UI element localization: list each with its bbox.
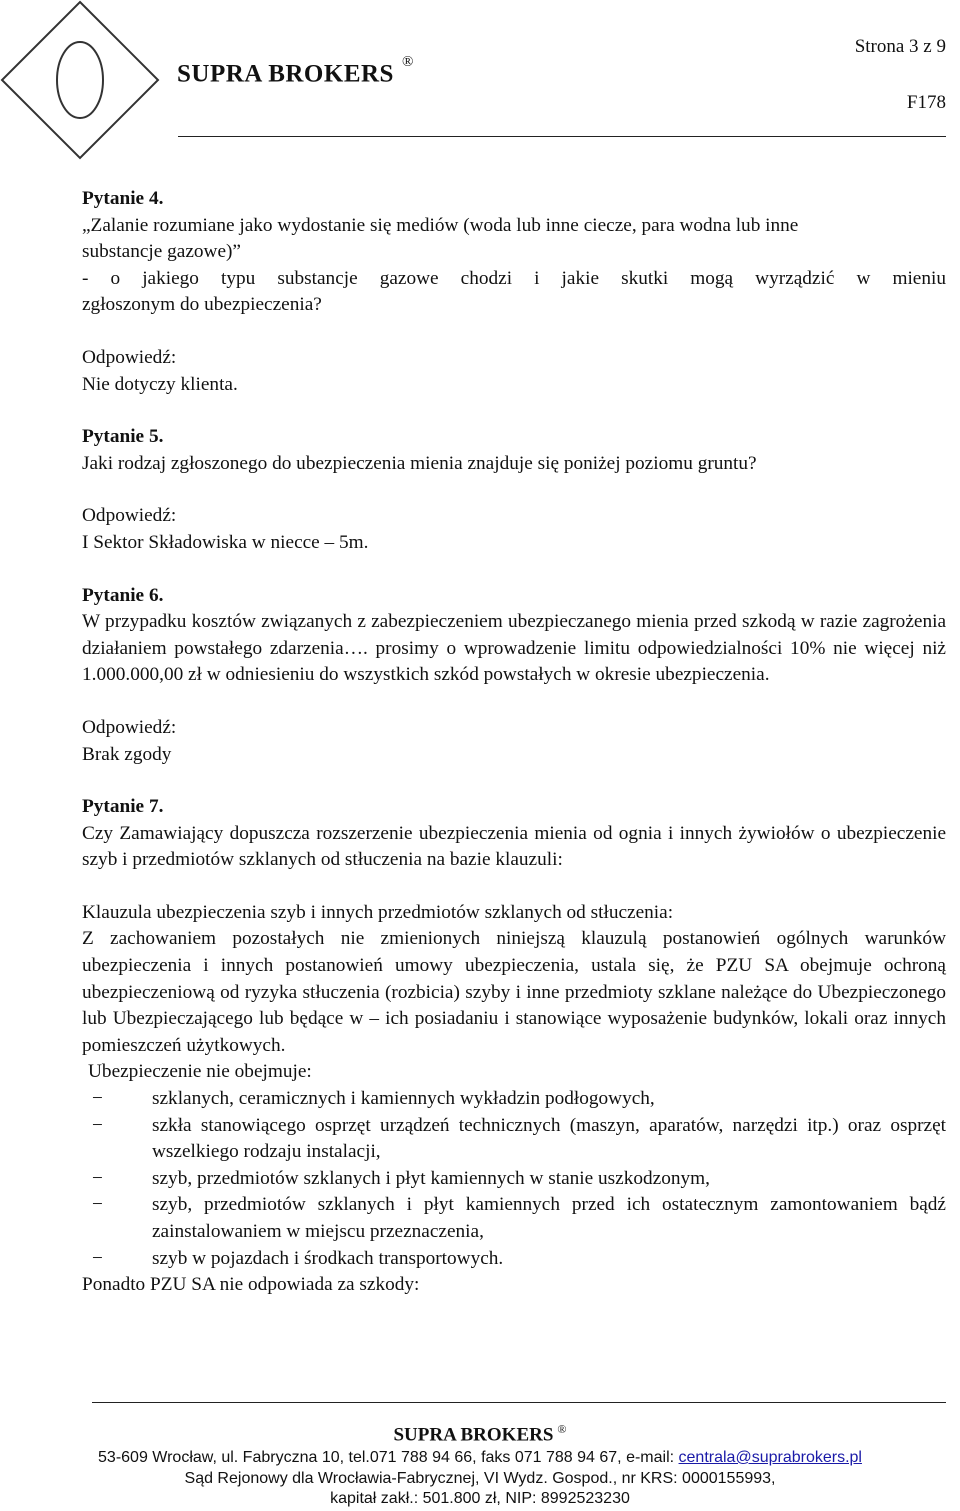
footer-court: Sąd Rejonowy dla Wrocławia-Fabrycznej, VI Wydz. Gospod., nr KRS: 0000155993, xyxy=(184,1470,776,1487)
question-4-line-4: zgłoszonym do ubezpieczenia? xyxy=(82,294,322,316)
exclusions-list xyxy=(82,1086,946,1272)
bullet-dash: − xyxy=(92,1167,103,1189)
list-item: − szklanych, ceramicznych i kamiennych wykładzin podłogowych, xyxy=(82,1086,946,1113)
bullet-dash: − xyxy=(92,1088,103,1110)
list-item: − szyb w pojazdach i środkach transportowych. xyxy=(82,1246,946,1273)
answer-4-text: Nie dotyczy klienta. xyxy=(82,373,238,395)
page-number: Strona 3 z 9 xyxy=(854,36,946,57)
company-logo xyxy=(0,0,160,160)
clause-closing: Ponadto PZU SA nie odpowiada za szkody: xyxy=(82,1274,420,1296)
question-4-line-1: „Zalanie rozumiane jako wydostanie się mediów (woda lub inne ciecze, para wodna lub inne xyxy=(82,214,799,236)
bullet-dash: − xyxy=(92,1114,103,1136)
answer-6-text: Brak zgody xyxy=(82,743,172,765)
list-item: − szyb, przedmiotów szklanych i płyt kamiennych w stanie uszkodzonym, xyxy=(82,1166,946,1193)
footer-divider xyxy=(92,1402,946,1403)
list-item: − szkła stanowiącego osprzęt urządzeń technicznych (maszyn, aparatów, narzędzi itp.) oraz osprzęt wszelkiego rodzaju instalacji, xyxy=(92,1114,946,1163)
question-4-title: Pytanie 4. xyxy=(82,188,164,209)
list-item: − szyb, przedmiotów szklanych i płyt kamiennych przed ich ostatecznym zamontowaniem bądź zainstalowaniem w miejscu przeznaczenia, xyxy=(92,1194,946,1242)
bullet-dash: − xyxy=(92,1194,103,1216)
question-5-text: Jaki rodzaj zgłoszonego do ubezpieczenia mienia znajduje się poniżej poziomu gruntu? xyxy=(82,452,757,474)
bullet-dash: − xyxy=(92,1247,103,1269)
question-7-title: Pytanie 7. xyxy=(82,796,164,818)
footer-brand: SUPRA BROKERS ® xyxy=(393,1422,567,1446)
header-brand: SUPRA BROKERS ® xyxy=(177,54,414,88)
answer-4-label: Odpowiedź: xyxy=(82,346,177,368)
question-7-text: Czy Zamawiający dopuszcza rozszerzenie ubezpieczenia mienia od ognia i innych żywiołów o ubezpieczenie szyb i przedmiotów szklanych od stłuczenia na bazie klauzuli: xyxy=(82,822,946,871)
header-divider xyxy=(178,136,946,137)
footer-address: 53-609 Wrocław, ul. Fabryczna 10, tel.071 788 94 66, faks 071 788 94 67, e-mail: centrala@suprabrokers.pl xyxy=(98,1449,862,1466)
footer-email-link[interactable]: centrala@suprabrokers.pl xyxy=(678,1449,862,1466)
registered-mark: ® xyxy=(401,54,414,70)
question-4-line-2: substancje gazowe)” xyxy=(82,241,241,263)
clause-body: Z zachowaniem pozostałych nie zmienionych niniejszą klauzulą postanowień ogólnych warunków ubezpieczenia i innych postanowień umowy ubezpieczenia, ustala się, że PZU SA obejmuje ochroną ubezpieczeniową od ryzyka stłuczenia (rozbicia) szyby i inne przedmioty szklane należące do Ubezpieczonego lub Ubezpieczającego lub będące w – ich posiadaniu i stanowiące wyposażenie budynków, lokali oraz innych pomieszczeń użytkowych. xyxy=(82,928,946,1056)
answer-5-text: I Sektor Składowiska w niecce – 5m. xyxy=(82,531,369,553)
question-6-title: Pytanie 6. xyxy=(82,584,164,606)
document-code: F178 xyxy=(906,92,946,113)
clause-title: Klauzula ubezpieczenia szyb i innych przedmiotów szklanych od stłuczenia: xyxy=(82,901,674,923)
question-4-line-3: - o jakiego typu substancje gazowe chodzi i jakie skutki mogą wyrządzić w mieniu xyxy=(82,267,946,289)
answer-6-label: Odpowiedź: xyxy=(82,716,177,738)
footer-registered-mark: ® xyxy=(557,1422,567,1436)
exclusions-intro: Ubezpieczenie nie obejmuje: xyxy=(88,1061,312,1083)
document-body xyxy=(82,186,946,1299)
question-6-text: W przypadku kosztów związanych z zabezpieczeniem ubezpieczanego mienia przed szkodą w razie zagrożenia działaniem powstałego zdarzenia…. prosimy o wprowadzenie limitu odpowiedzialności 10% nie więcej niż 1.000.000,00 zł w odniesieniu do wszystkich szkód powstałych w okresie ubezpieczenia. xyxy=(82,611,946,686)
question-5-title: Pytanie 5. xyxy=(82,426,164,448)
footer-capital: kapitał zakł.: 501.800 zł, NIP: 8992523230 xyxy=(330,1490,630,1507)
answer-5-label: Odpowiedź: xyxy=(82,505,177,527)
